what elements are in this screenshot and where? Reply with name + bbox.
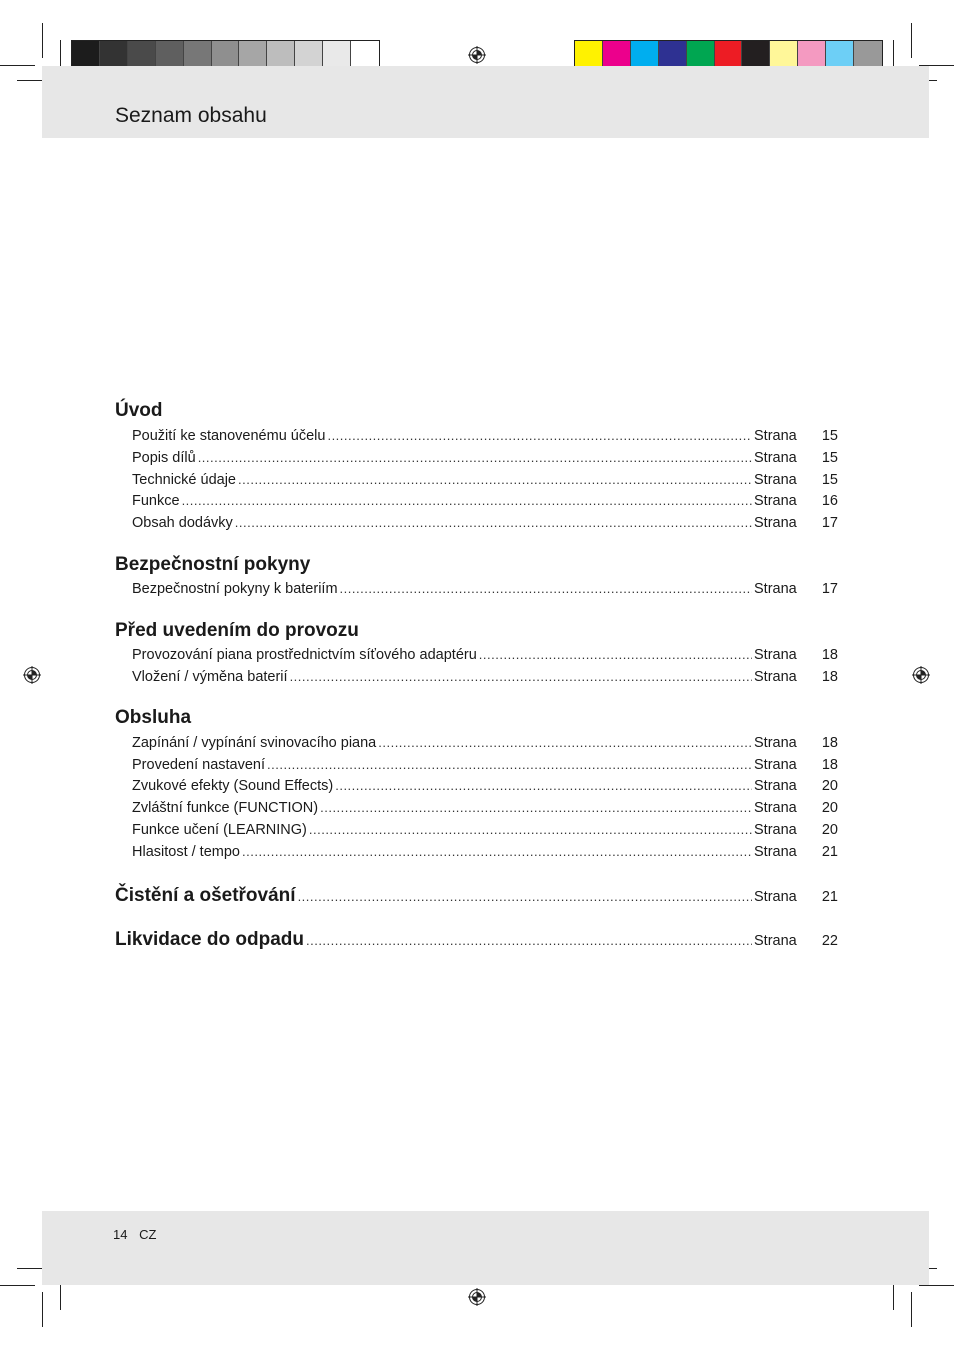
dot-leader [198, 448, 752, 468]
toc-entry[interactable] [132, 798, 838, 818]
toc-entry[interactable] [132, 667, 838, 687]
toc-entry-page: 18 [821, 669, 838, 685]
toc-entry-label: Strana [754, 735, 797, 751]
section-title-before-use: Před uvedením do provozu [115, 620, 359, 641]
color-swatch [687, 41, 715, 68]
section-title-uvod: Úvod [115, 400, 163, 421]
toc-entry-title: Použití ke stanovenému účelu [132, 428, 326, 444]
toc-entry-page: 16 [821, 493, 838, 509]
dot-leader [335, 776, 752, 796]
toc-entry[interactable] [132, 776, 838, 796]
toc-entry-label: Strana [754, 428, 797, 444]
toc-entry[interactable] [132, 842, 838, 862]
page-footer [113, 1227, 156, 1242]
toc-entry-title: Provedení nastavení [132, 757, 266, 773]
toc-entry-page: 17 [821, 515, 838, 531]
dot-leader [182, 491, 752, 511]
dot-leader [238, 470, 752, 490]
toc-entry-page: 21 [821, 889, 838, 905]
dot-leader [320, 798, 752, 818]
toc-entry-page: 20 [821, 778, 838, 794]
toc-entry[interactable] [132, 448, 838, 468]
toc-entry-page: 18 [821, 647, 838, 663]
toc-entry-title: Hlasitost / tempo [132, 844, 240, 860]
toc-entry[interactable] [132, 579, 838, 599]
toc-entry-title: Obsah dodávky [132, 515, 233, 531]
color-swatch [770, 41, 798, 68]
color-swatch [100, 41, 128, 68]
section-title-operation: Obsluha [115, 707, 192, 728]
toc-entry-label: Strana [754, 844, 797, 860]
color-swatch [826, 41, 854, 68]
toc-entry-page: 18 [821, 735, 838, 751]
color-swatch [575, 41, 603, 68]
color-swatch [659, 41, 687, 68]
toc-entry[interactable] [132, 491, 838, 511]
toc-entry-title: Technické údaje [132, 472, 236, 488]
toc-entry-label: Strana [754, 493, 797, 509]
registration-mark-icon [468, 46, 486, 64]
toc-entry-label: Strana [754, 933, 797, 949]
toc-entry-disposal[interactable] [115, 928, 838, 952]
color-swatch [603, 41, 631, 68]
color-swatch [715, 41, 743, 68]
toc-entry[interactable] [132, 426, 838, 446]
color-swatch [742, 41, 770, 68]
toc-entry-label: Strana [754, 515, 797, 531]
toc-entry-label: Strana [754, 472, 797, 488]
dot-leader [242, 842, 752, 862]
process-color-bar [574, 40, 883, 69]
toc-entry[interactable] [132, 733, 838, 753]
toc-entry-label: Strana [754, 669, 797, 685]
toc-entry-page: 18 [821, 757, 838, 773]
toc-entry-title: Vložení / výměna baterií [132, 669, 288, 685]
dot-leader [327, 426, 752, 446]
toc-entry-page: 15 [821, 472, 838, 488]
toc-entry-label: Strana [754, 822, 797, 838]
toc-entry-title: Čistění a ošetřování [115, 885, 296, 906]
page-number: 14 [113, 1227, 128, 1242]
toc-entry-cleaning[interactable] [115, 884, 838, 908]
toc-entry-title: Bezpečnostní pokyny k bateriím [132, 581, 338, 597]
toc-entry-page: 22 [821, 933, 838, 949]
color-swatch [351, 41, 379, 68]
color-swatch [239, 41, 267, 68]
color-swatch [631, 41, 659, 68]
toc-entry-title: Zvukové efekty (Sound Effects) [132, 778, 334, 794]
toc-entry-label: Strana [754, 800, 797, 816]
dot-leader [309, 820, 752, 840]
toc-entry-title: Popis dílů [132, 450, 196, 466]
dot-leader [340, 579, 752, 599]
color-swatch [156, 41, 184, 68]
toc-entry-page: 17 [821, 581, 838, 597]
color-swatch [323, 41, 351, 68]
toc-entry-label: Strana [754, 889, 797, 905]
color-swatch [267, 41, 295, 68]
toc-entry-page: 21 [821, 844, 838, 860]
toc-entry-page: 15 [821, 428, 838, 444]
toc-entry-title: Zapínání / vypínání svinovacího piana [132, 735, 377, 751]
toc-entry[interactable] [132, 645, 838, 665]
section-title-safety: Bezpečnostní pokyny [115, 554, 311, 575]
toc-entry-label: Strana [754, 647, 797, 663]
dot-leader [298, 885, 752, 909]
registration-mark-icon [912, 666, 930, 684]
toc-entry-label: Strana [754, 450, 797, 466]
dot-leader [378, 733, 752, 753]
toc-entry[interactable] [132, 513, 838, 533]
dot-leader [267, 755, 752, 775]
toc-entry-page: 20 [821, 800, 838, 816]
color-swatch [854, 41, 882, 68]
toc-entry-title: Funkce [132, 493, 180, 509]
dot-leader [479, 645, 752, 665]
grayscale-color-bar [71, 40, 380, 69]
color-swatch [212, 41, 240, 68]
dot-leader [235, 513, 752, 533]
toc-entry-page: 20 [821, 822, 838, 838]
color-swatch [72, 41, 100, 68]
toc-entry-label: Strana [754, 581, 797, 597]
toc-entry-label: Strana [754, 757, 797, 773]
toc-entry-title: Provozování piana prostřednictvím síťového adaptéru [132, 647, 477, 663]
color-swatch [798, 41, 826, 68]
page-title: Seznam obsahu [115, 104, 267, 127]
toc-entry[interactable] [132, 820, 838, 840]
dot-leader [306, 929, 752, 953]
color-swatch [128, 41, 156, 68]
toc-entry-title: Funkce učení (LEARNING) [132, 822, 307, 838]
toc-entry[interactable] [132, 755, 838, 775]
toc-entry-title: Likvidace do odpadu [115, 929, 304, 950]
registration-mark-icon [468, 1288, 486, 1306]
footer-band [42, 1211, 929, 1285]
toc-entry[interactable] [132, 470, 838, 490]
toc-entry-label: Strana [754, 778, 797, 794]
dot-leader [290, 667, 752, 687]
toc-entry-page: 15 [821, 450, 838, 466]
toc-entry-title: Zvláštní funkce (FUNCTION) [132, 800, 319, 816]
color-swatch [295, 41, 323, 68]
registration-mark-icon [23, 666, 41, 684]
language-code: CZ [139, 1227, 157, 1242]
color-swatch [184, 41, 212, 68]
